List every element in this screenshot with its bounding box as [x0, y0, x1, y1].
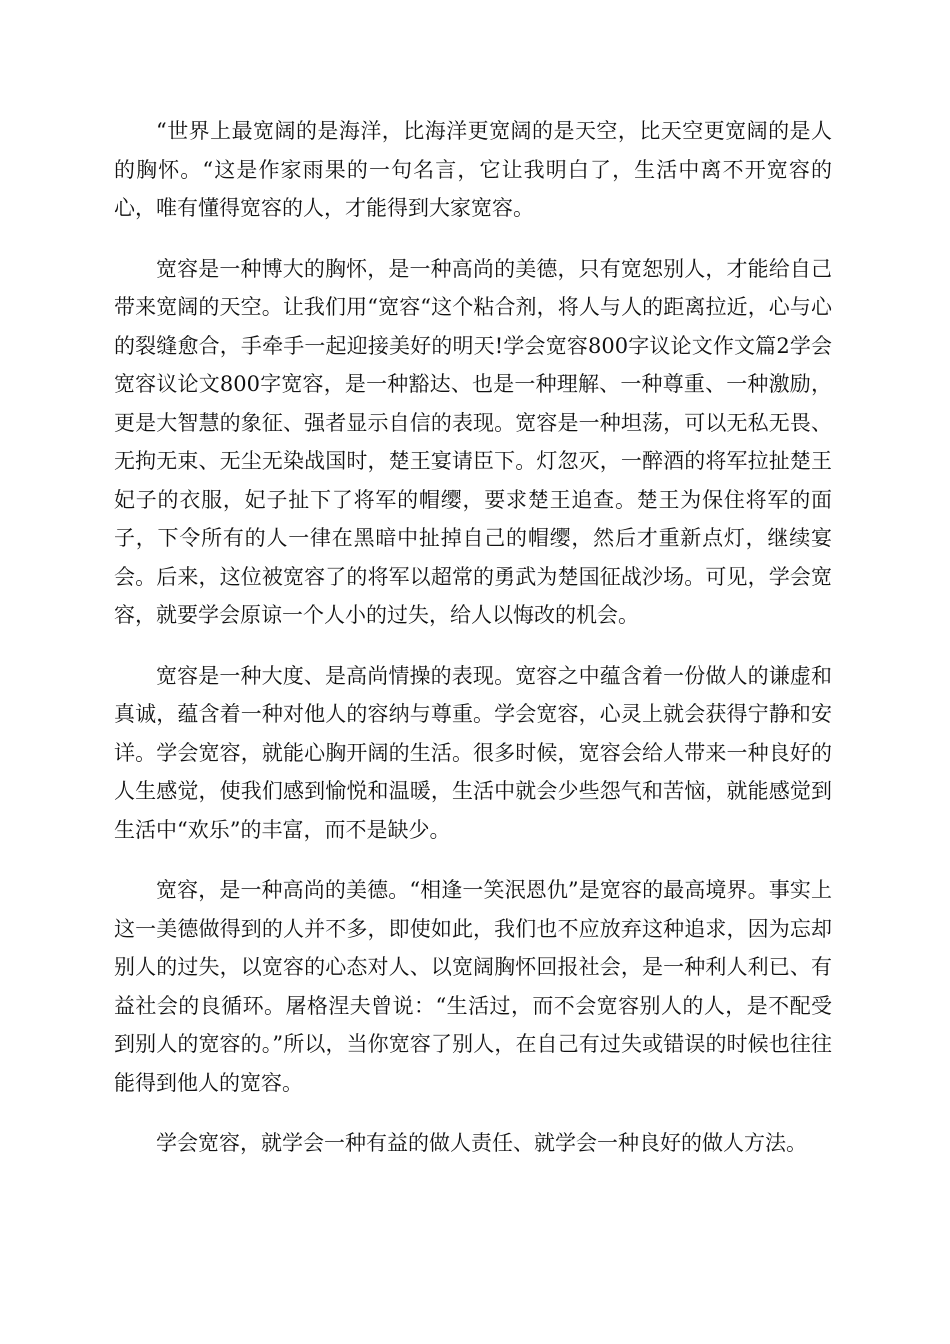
paragraph-5: 学会宽容，就学会一种有益的做人责任、就学会一种良好的做人方法。 [156, 1131, 807, 1155]
paragraph-1: “世界上最宽阔的是海洋，比海洋更宽阔的是天空，比天空更宽阔的是人的胸怀。“这是作家雨果的一句名言，它让我明白了，生活中离不开宽容的心，唯有懂得宽容的人，才能得到大家宽容。 [114, 119, 832, 220]
document-body [114, 112, 832, 1185]
paragraph-4: 宽容，是一种高尚的美德。“相逢一笑泯恩仇”是宽容的最高境界。事实上这一美德做得到的人并不多，即使如此，我们也不应放弃这种追求，因为忘却别人的过失，以宽容的心态对人、以宽阔胸怀回报社会，是一种利人利已、有益社会的良循环。屠格涅夫曾说：“生活过，而不会宽容别人的人，是不配受到别人的宽容的。”所以，当你宽容了别人，在自己有过失或错误的时候也往往能得到他人的宽容。 [114, 878, 832, 1095]
paragraph-2: 宽容是一种博大的胸怀，是一种高尚的美德，只有宽恕别人，才能给自己带来宽阔的天空。让我们用“宽容“这个粘合剂，将人与人的距离拉近，心与心的裂缝愈合，手牵手一起迎接美好的明天!学会宽容800字议论文作文篇2学会宽容议论文800字宽容，是一种豁达、也是一种理解、一种尊重、一种激励，更是大智慧的象征、强者显示自信的表现。宽容是一种坦荡，可以无私无畏、无拘无束、无尘无染战国时，楚王宴请臣下。灯忽灭，一醉酒的将军拉扯楚王妃子的衣服，妃子扯下了将军的帽缨，要求楚王追查。楚王为保住将军的面子，下令所有的人一律在黑暗中扯掉自己的帽缨，然后才重新点灯，继续宴会。后来，这位被宽容了的将军以超常的勇武为楚国征战沙场。可见，学会宽容，就要学会原谅一个人小的过失，给人以悔改的机会。 [114, 256, 832, 627]
paragraph-3: 宽容是一种大度、是高尚情操的表现。宽容之中蕴含着一份做人的谦虚和真诚，蕴含着一种对他人的容纳与尊重。学会宽容，心灵上就会获得宁静和安详。学会宽容，就能心胸开阔的生活。很多时候，宽容会给人带来一种良好的人生感觉，使我们感到愉悦和温暖，生活中就会少些怨气和苦恼，就能感觉到生活中“欢乐”的丰富，而不是缺少。 [114, 663, 832, 842]
